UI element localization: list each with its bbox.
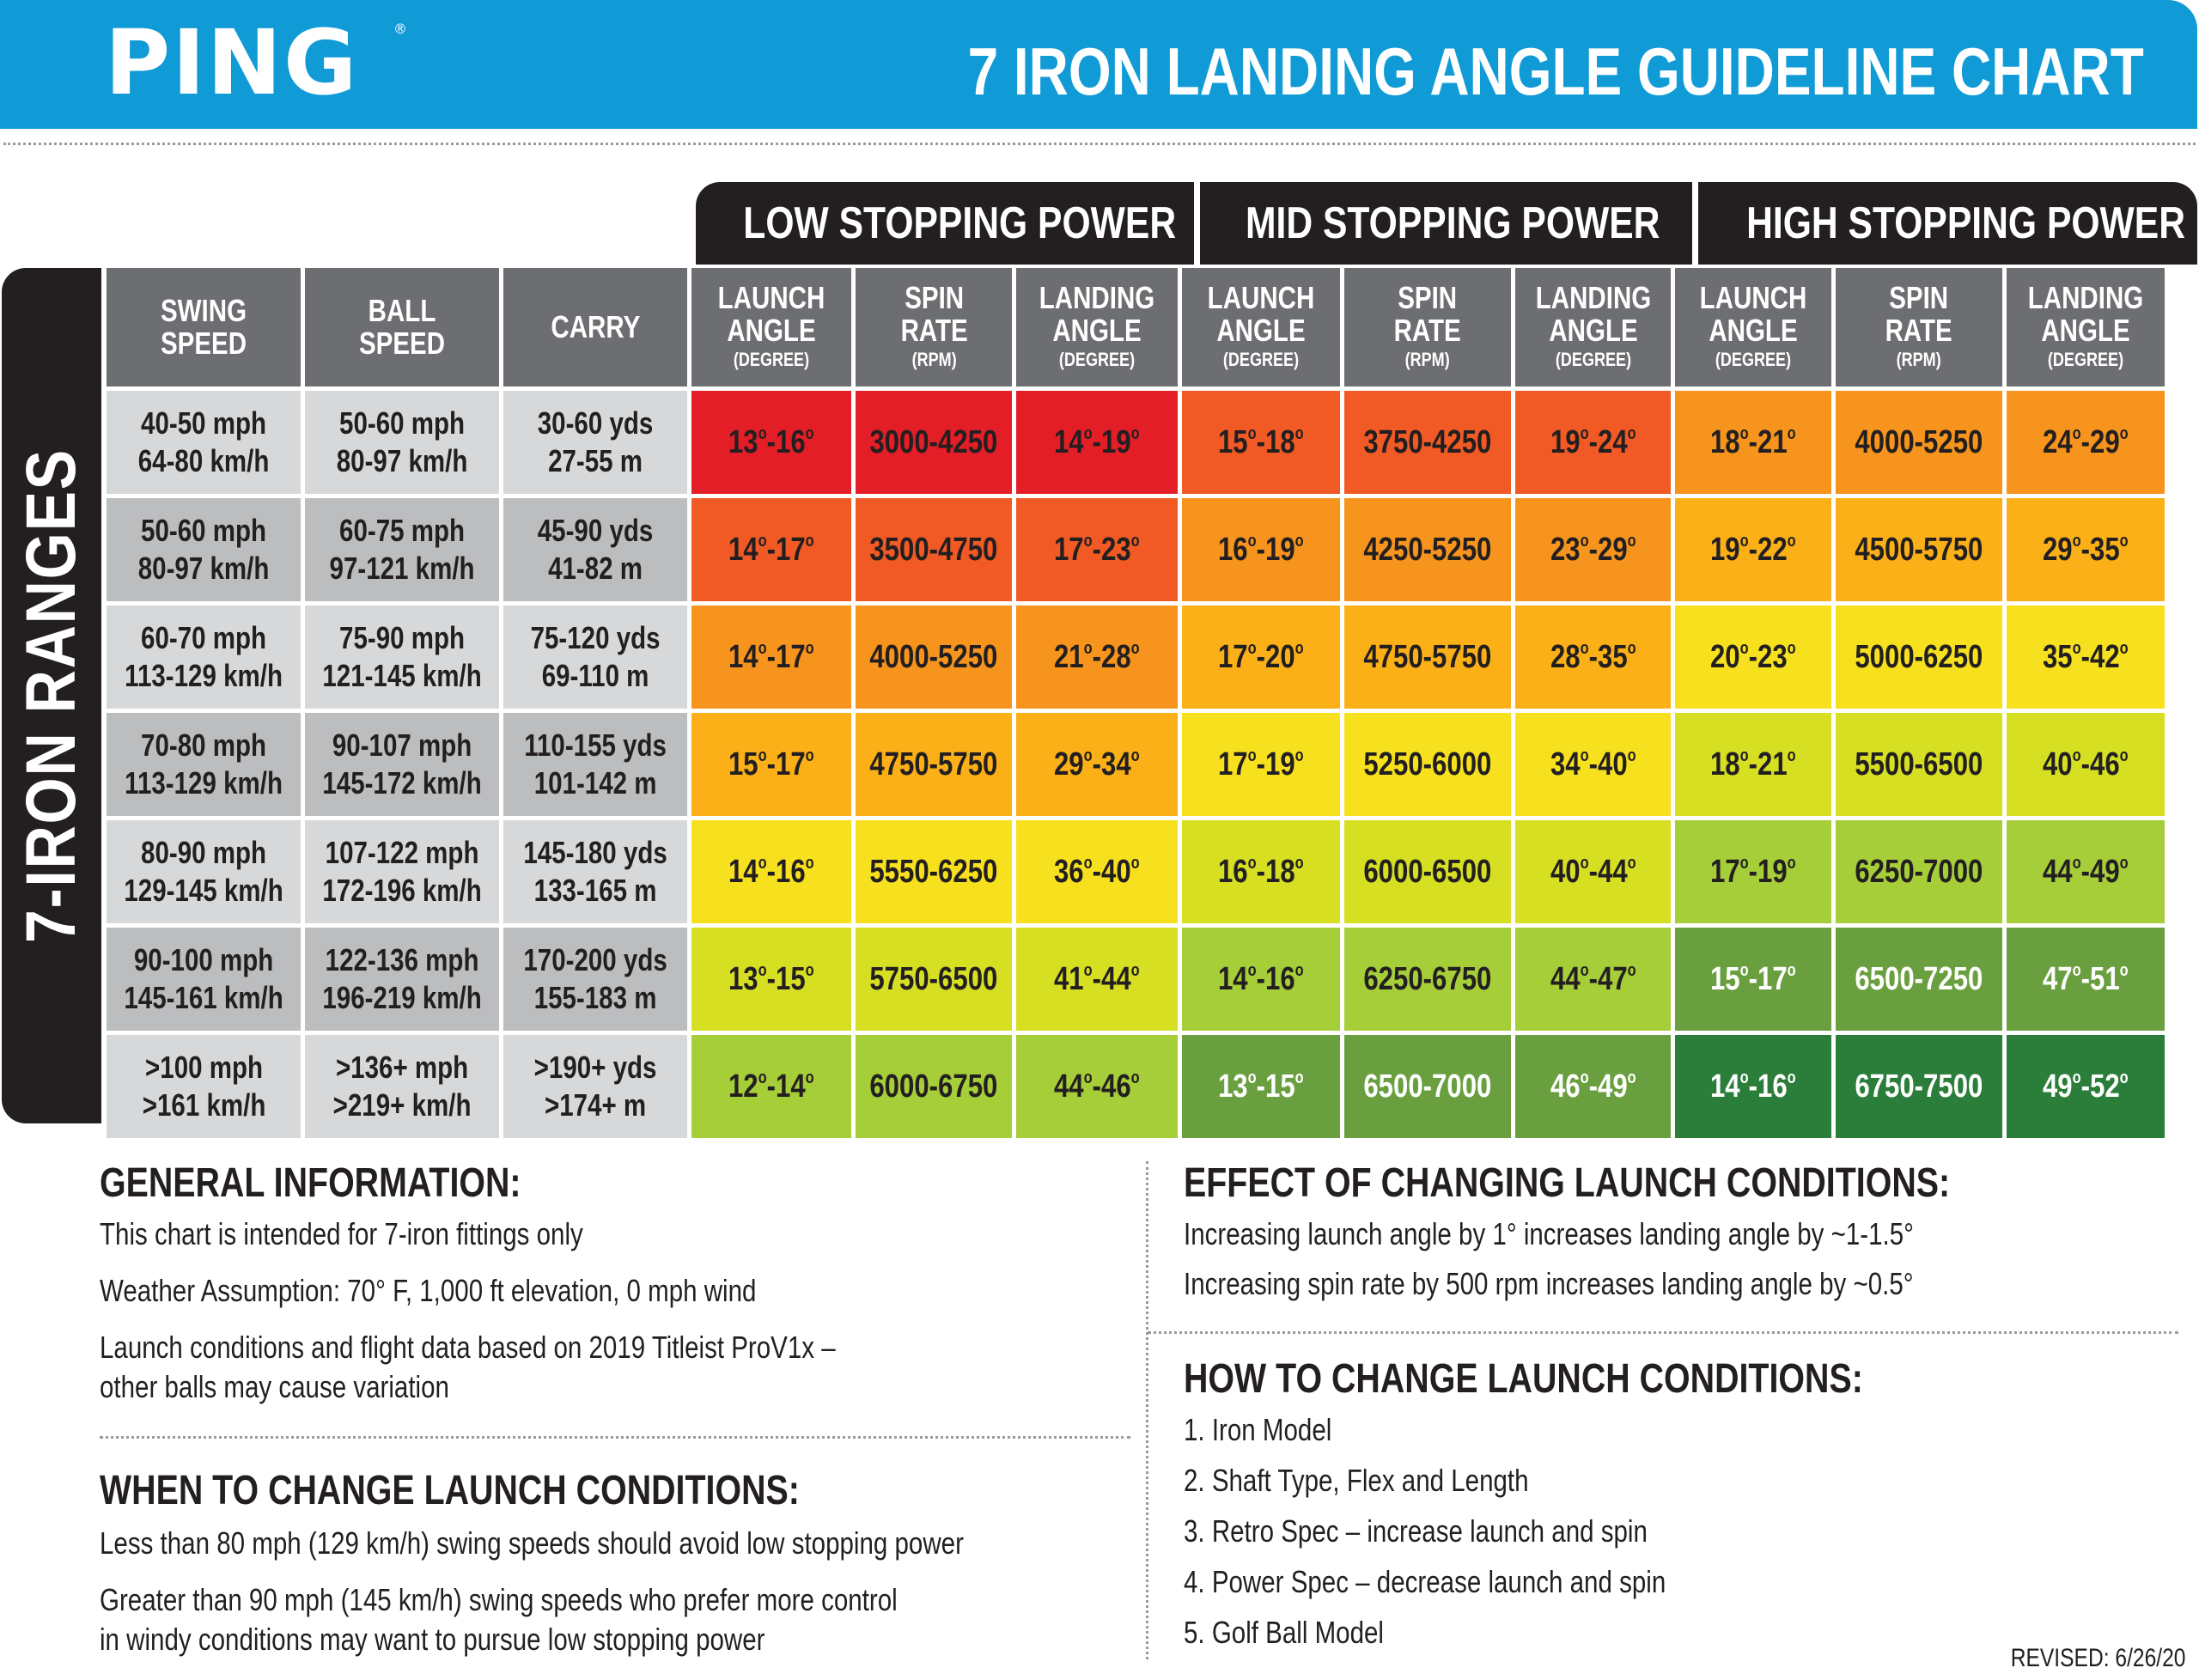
column-header: SWING SPEED [107,268,301,387]
column-header: LANDING ANGLE (DEGREE) [1515,268,1671,387]
group-high-stopping-power: HIGH STOPPING POWER [1698,182,2197,265]
when-to-change-title: WHEN TO CHANGE LAUNCH CONDITIONS: [100,1468,800,1513]
table-row [107,606,2165,709]
header-banner [0,0,2197,129]
value-cell: 3500-4750 [856,498,1012,601]
value-cell: 4500-5750 [1836,498,2002,601]
value-cell: 14$^o$-19$^o$ [1016,391,1178,494]
ball-cell: 50-60 mph 80-97 km/h [305,391,499,494]
header-divider [3,143,2196,145]
ball-cell: 122-136 mph 196-219 km/h [305,928,499,1031]
value-cell: 14$^o$-16$^o$ [1675,1035,1831,1138]
value-cell: 16$^o$-19$^o$ [1182,498,1340,601]
value-cell: 3750-4250 [1344,391,1511,494]
column-header-row [107,268,2165,387]
value-cell: 49$^o$-52$^o$ [2007,1035,2165,1138]
swing-cell: 60-70 mph 113-129 km/h [107,606,301,709]
value-cell: 41$^o$-44$^o$ [1016,928,1178,1031]
right-divider [1148,1331,2178,1334]
column-header: LANDING ANGLE (DEGREE) [1016,268,1178,387]
value-cell: 46$^o$-49$^o$ [1515,1035,1671,1138]
value-cell: 13$^o$-15$^o$ [1182,1035,1340,1138]
value-cell: 6250-6750 [1344,928,1511,1031]
column-header: SPIN RATE (RPM) [856,268,1012,387]
value-cell: 15$^o$-18$^o$ [1182,391,1340,494]
column-header: SPIN RATE (RPM) [1836,268,2002,387]
value-cell: 4000-5250 [856,606,1012,709]
column-header: LANDING ANGLE (DEGREE) [2007,268,2165,387]
value-cell: 19$^o$-22$^o$ [1675,498,1831,601]
column-header: CARRY [503,268,687,387]
ball-cell: >136+ mph >219+ km/h [305,1035,499,1138]
side-label: 7-IRON RANGES [2,268,101,1123]
column-divider [1146,1161,1148,1659]
value-cell: 17$^o$-19$^o$ [1182,713,1340,816]
swing-cell: 50-60 mph 80-97 km/h [107,498,301,601]
carry-cell: 30-60 yds 27-55 m [503,391,687,494]
ball-cell: 107-122 mph 172-196 km/h [305,820,499,923]
value-cell: 35$^o$-42$^o$ [2007,606,2165,709]
left-divider [100,1436,1130,1439]
value-cell: 23$^o$-29$^o$ [1515,498,1671,601]
how-to-change-item: 1. Iron Model [1184,1412,1332,1447]
value-cell: 14$^o$-17$^o$ [691,498,851,601]
carry-cell: 110-155 yds 101-142 m [503,713,687,816]
page-title: 7 IRON LANDING ANGLE GUIDELINE CHART [967,33,2144,109]
value-cell: 44$^o$-47$^o$ [1515,928,1671,1031]
swing-cell: >100 mph >161 km/h [107,1035,301,1138]
value-cell: 15$^o$-17$^o$ [1675,928,1831,1031]
value-cell: 34$^o$-40$^o$ [1515,713,1671,816]
value-cell: 17$^o$-23$^o$ [1016,498,1178,601]
value-cell: 13$^o$-15$^o$ [691,928,851,1031]
group-mid-stopping-power: MID STOPPING POWER [1200,182,1692,265]
when-to-change-item: in windy conditions may want to pursue low stopping power [100,1622,765,1657]
value-cell: 4250-5250 [1344,498,1511,601]
value-cell: 44$^o$-46$^o$ [1016,1035,1178,1138]
when-to-change-item: Less than 80 mph (129 km/h) swing speeds should avoid low stopping power [100,1525,964,1561]
table-row [107,498,2165,601]
value-cell: 15$^o$-17$^o$ [691,713,851,816]
value-cell: 6250-7000 [1836,820,2002,923]
value-cell: 14$^o$-17$^o$ [691,606,851,709]
value-cell: 6750-7500 [1836,1035,2002,1138]
carry-cell: >190+ yds >174+ m [503,1035,687,1138]
value-cell: 4750-5750 [856,713,1012,816]
when-to-change-item: Greater than 90 mph (145 km/h) swing speeds who prefer more control [100,1582,898,1617]
value-cell: 5250-6000 [1344,713,1511,816]
value-cell: 21$^o$-28$^o$ [1016,606,1178,709]
value-cell: 12$^o$-14$^o$ [691,1035,851,1138]
effect-item: Increasing launch angle by 1° increases landing angle by ~1-1.5° [1184,1216,1914,1251]
value-cell: 6000-6500 [1344,820,1511,923]
value-cell: 5550-6250 [856,820,1012,923]
value-cell: 19$^o$-24$^o$ [1515,391,1671,494]
how-to-change-item: 3. Retro Spec – increase launch and spin [1184,1513,1648,1549]
table-row [107,713,2165,816]
value-cell: 16$^o$-18$^o$ [1182,820,1340,923]
value-cell: 17$^o$-19$^o$ [1675,820,1831,923]
data-grid [102,264,2169,1142]
value-cell: 18$^o$-21$^o$ [1675,391,1831,494]
value-cell: 44$^o$-49$^o$ [2007,820,2165,923]
ball-cell: 75-90 mph 121-145 km/h [305,606,499,709]
column-header: BALL SPEED [305,268,499,387]
table-row [107,820,2165,923]
how-to-change-item: 4. Power Spec – decrease launch and spin [1184,1564,1666,1599]
general-info-item: Launch conditions and flight data based on 2019 Titleist ProV1x – [100,1330,836,1365]
ball-cell: 60-75 mph 97-121 km/h [305,498,499,601]
value-cell: 20$^o$-23$^o$ [1675,606,1831,709]
value-cell: 29$^o$-34$^o$ [1016,713,1178,816]
how-to-change-item: 5. Golf Ball Model [1184,1615,1384,1650]
value-cell: 4000-5250 [1836,391,2002,494]
ball-cell: 90-107 mph 145-172 km/h [305,713,499,816]
value-cell: 24$^o$-29$^o$ [2007,391,2165,494]
column-header: SPIN RATE (RPM) [1344,268,1511,387]
guideline-table [0,180,2199,1125]
group-low-stopping-power: LOW STOPPING POWER [696,182,1194,265]
value-cell: 6500-7250 [1836,928,2002,1031]
value-cell: 14$^o$-16$^o$ [691,820,851,923]
effect-title: EFFECT OF CHANGING LAUNCH CONDITIONS: [1184,1160,1951,1206]
revised-date: REVISED: 6/26/20 [2010,1644,2185,1672]
column-header: LAUNCH ANGLE (DEGREE) [1182,268,1340,387]
ping-logo: PING [105,10,359,115]
general-info-item: Weather Assumption: 70° F, 1,000 ft elevation, 0 mph wind [100,1273,757,1308]
swing-cell: 70-80 mph 113-129 km/h [107,713,301,816]
value-cell: 40$^o$-46$^o$ [2007,713,2165,816]
value-cell: 6000-6750 [856,1035,1012,1138]
value-cell: 13$^o$-16$^o$ [691,391,851,494]
general-info-item: other balls may cause variation [100,1369,449,1404]
swing-cell: 80-90 mph 129-145 km/h [107,820,301,923]
table-row [107,928,2165,1031]
value-cell: 5000-6250 [1836,606,2002,709]
value-cell: 4750-5750 [1344,606,1511,709]
general-info-item: This chart is intended for 7-iron fittings only [100,1216,583,1251]
carry-cell: 170-200 yds 155-183 m [503,928,687,1031]
table-row [107,1035,2165,1138]
swing-cell: 90-100 mph 145-161 km/h [107,928,301,1031]
value-cell: 18$^o$-21$^o$ [1675,713,1831,816]
effect-item: Increasing spin rate by 500 rpm increases landing angle by ~0.5° [1184,1266,1914,1301]
info-right-column [1184,1158,2180,1653]
value-cell: 5750-6500 [856,928,1012,1031]
carry-cell: 145-180 yds 133-165 m [503,820,687,923]
value-cell: 17$^o$-20$^o$ [1182,606,1340,709]
value-cell: 29$^o$-35$^o$ [2007,498,2165,601]
value-cell: 40$^o$-44$^o$ [1515,820,1671,923]
swing-cell: 40-50 mph 64-80 km/h [107,391,301,494]
carry-cell: 75-120 yds 69-110 m [503,606,687,709]
value-cell: 28$^o$-35$^o$ [1515,606,1671,709]
value-cell: 3000-4250 [856,391,1012,494]
value-cell: 47$^o$-51$^o$ [2007,928,2165,1031]
carry-cell: 45-90 yds 41-82 m [503,498,687,601]
value-cell: 36$^o$-40$^o$ [1016,820,1178,923]
how-to-change-title: HOW TO CHANGE LAUNCH CONDITIONS: [1184,1356,1863,1402]
registered-mark: ® [393,21,407,37]
general-info-title: GENERAL INFORMATION: [100,1160,521,1206]
info-left-column [100,1158,1130,1659]
table-row [107,391,2165,494]
column-header: LAUNCH ANGLE (DEGREE) [691,268,851,387]
how-to-change-item: 2. Shaft Type, Flex and Length [1184,1463,1529,1498]
column-header: LAUNCH ANGLE (DEGREE) [1675,268,1831,387]
value-cell: 14$^o$-16$^o$ [1182,928,1340,1031]
value-cell: 6500-7000 [1344,1035,1511,1138]
value-cell: 5500-6500 [1836,713,2002,816]
